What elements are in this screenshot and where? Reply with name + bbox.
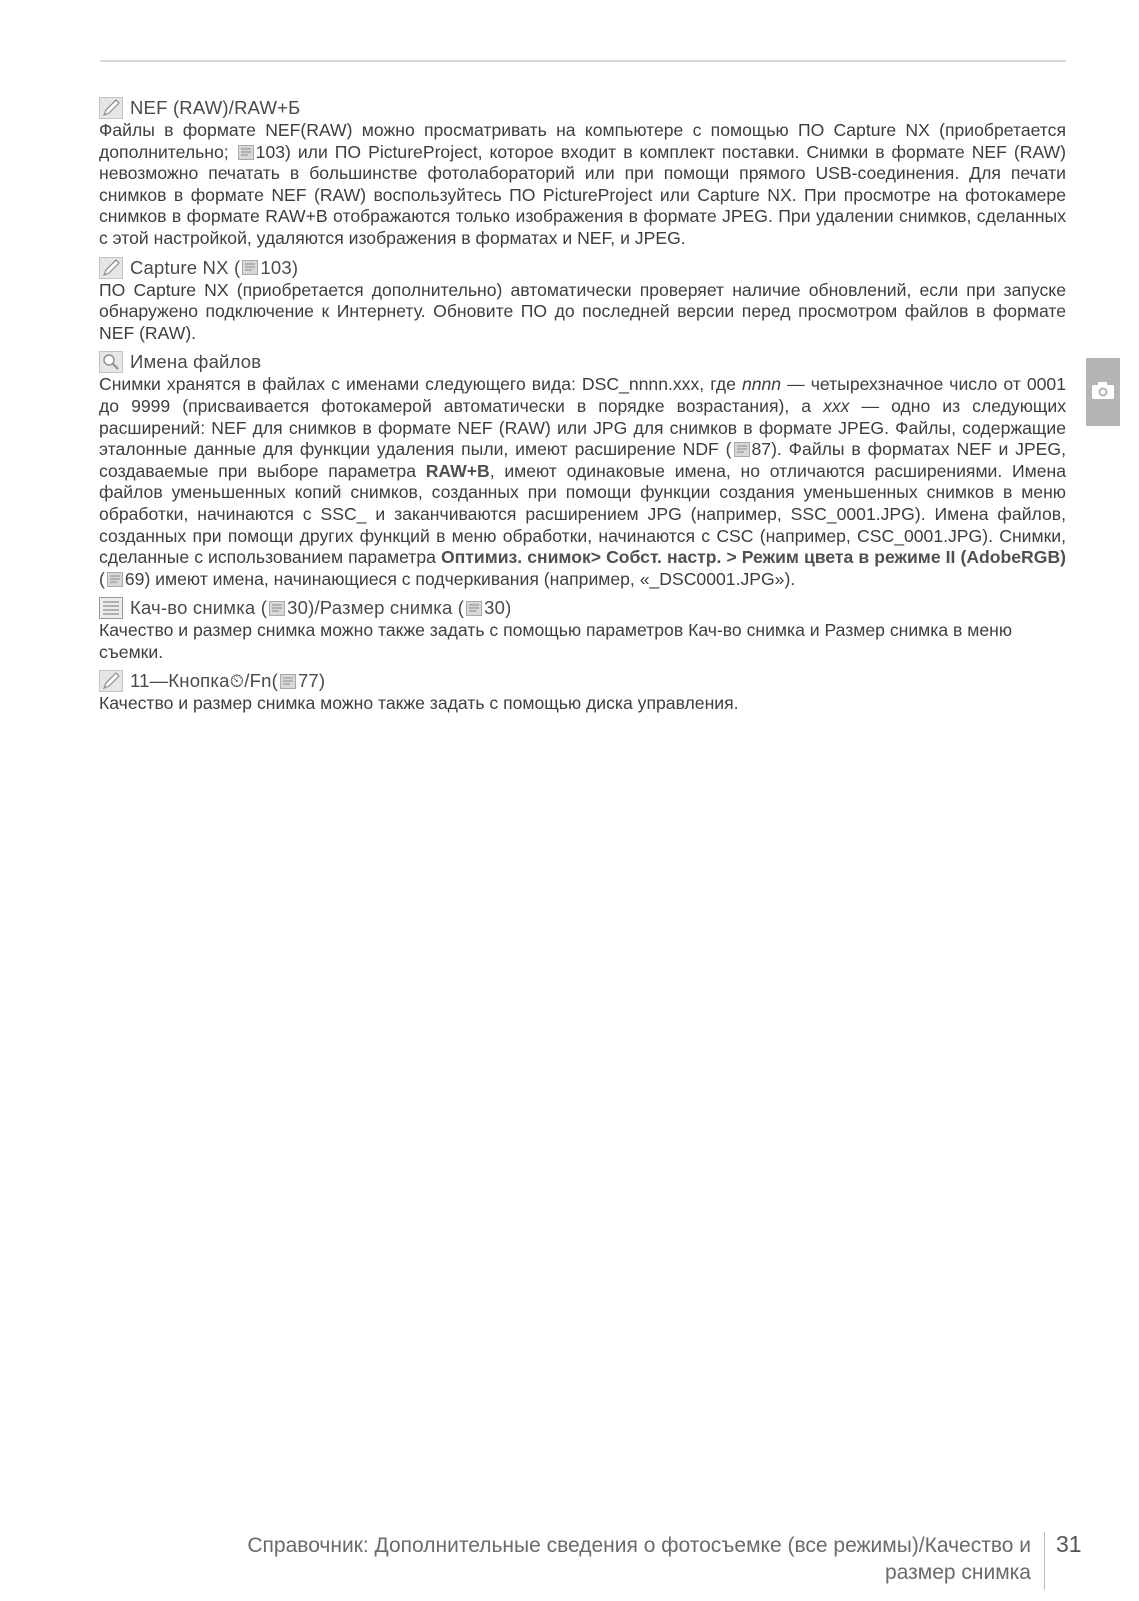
camera-icon — [1091, 379, 1115, 401]
section-file-names — [99, 350, 1066, 590]
section-body: Файлы в формате NEF(RAW) можно просматривать на компьютере с помощью ПО Capture NX (приобретается дополнительно; 103) или ПО PictureProject, которое входит в комплект поставки. Снимки в формате NEF (RAW) невозможно печатать в большинстве фотолабораторий или при помощи прямого USB-соединения. Для печати снимков в формате NEF (RAW) воспользуйтесь ПО PictureProject или Capture NX. При просмотре на фотокамере снимков в формате RAW+B отображаются только изображения в формате JPEG. При удалении снимков, сделанных с этой настройкой, удаляются изображения в форматах и NEF, и JPEG. — [99, 120, 1066, 248]
section-image-quality-size — [99, 596, 1066, 663]
page-ref-icon — [242, 260, 258, 275]
page-ref-icon — [107, 572, 123, 587]
section-fn-button — [99, 669, 1066, 715]
footer-line-1: Справочник: Дополнительные сведения о фотосъемке (все режимы)/Качество и — [247, 1534, 1031, 1557]
self-timer-symbol: ⏲/Fn — [229, 670, 272, 692]
section-heading: Capture NX ( 103 ) — [99, 256, 1066, 280]
section-body: ПО Capture NX (приобретается дополнительно) автоматически проверяет наличие обновлений, если при запуске обнаружено подключение к Интернету. Обновите ПО до последней версии перед просмотром файлов в формате NEF (RAW). — [99, 279, 1066, 343]
magnifier-icon — [99, 351, 123, 373]
menu-list-icon — [99, 597, 123, 619]
page-ref-icon — [734, 442, 750, 457]
section-heading: 11—Кнопка ⏲/Fn ( 77 ) — [99, 669, 1066, 693]
heading-text: NEF (RAW)/RAW+Б — [130, 97, 301, 118]
footer-caption — [101, 1532, 1031, 1586]
section-body: Снимки хранятся в файлах с именами следующего вида: DSC_nnnn.xxx, где nnnn — четырехзначное число от 0001 до 9999 (присваивается фотокамерой автоматически в порядке возрастания), а xxx — одно из следующих расширений: NEF для снимков в формате NEF (RAW) или JPG для снимков в формате JPEG. Файлы, содержащие эталонные данные для функции удаления пыли, имеют расширение NDF ( 87). Файлы в форматах NEF и JPEG, создаваемые при выборе параметра RAW+B, имеют одинаковые имена, но отличаются расширениями. Имена файлов уменьшенных копий снимков, созданных при помощи функции создания уменьшенных снимков в меню обработки, начинаются с SSC_ и заканчиваются расширением JPG (например, SSC_0001.JPG). Имена файлов, созданных при помощи других функций в меню обработки, начинаются с CSC (например, CSC_0001.JPG). Снимки, сделанные с использованием параметра Оптимиз. снимок> Собст. настр. > Режим цвета в режиме II (AdobeRGB) ( 69) имеют имена, начинающиеся с подчеркивания (например, «_DSC0001.JPG»). — [99, 374, 1067, 589]
section-heading — [99, 350, 1066, 374]
page-ref-icon — [238, 145, 254, 160]
pencil-note-icon — [99, 97, 123, 119]
section-heading — [99, 96, 1066, 120]
page-number: 31 — [1056, 1531, 1082, 1557]
section-capture-nx — [99, 256, 1066, 345]
page-ref-icon — [280, 674, 296, 689]
section-heading: Кач-во снимка ( 30 )/Размер снимка ( 30 ) — [99, 596, 1066, 620]
footer-separator — [1044, 1532, 1045, 1590]
chapter-side-tab — [1086, 358, 1120, 426]
heading-text: Имена файлов — [130, 351, 262, 373]
page-content — [99, 96, 1066, 721]
page-ref-icon — [269, 601, 285, 616]
section-body: Качество и размер снимка можно также задать с помощью диска управления. — [99, 693, 739, 714]
heading-text: Capture NX ( — [130, 256, 241, 278]
top-rule — [100, 60, 1066, 62]
section-nef-raw — [99, 96, 1066, 250]
section-body: Качество и размер снимка можно также задать с помощью параметров Кач-во снимка и Размер снимка в меню съемки. — [99, 620, 1013, 662]
pencil-note-icon — [99, 670, 123, 692]
pencil-note-icon — [99, 257, 123, 279]
page-ref-icon — [466, 601, 482, 616]
footer-line-2: размер снимка — [885, 1561, 1031, 1584]
